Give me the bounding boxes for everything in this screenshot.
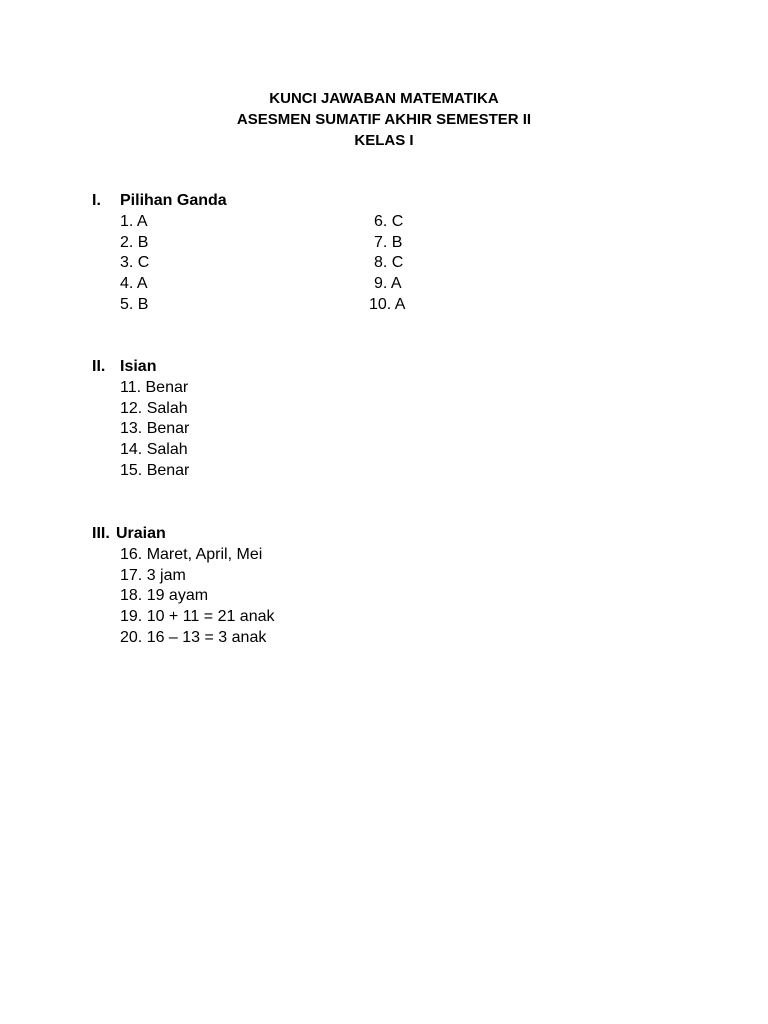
answer-item: 3. C: [120, 254, 150, 272]
title-line-1: KUNCI JAWABAN MATEMATIKA: [269, 90, 499, 107]
answer-item: 2. B: [120, 233, 149, 251]
answer-columns: [92, 212, 512, 316]
document-title: [0, 88, 768, 151]
section-numeral: III.: [92, 525, 110, 542]
answer-item: 19. 10 + 11 = 21 anak: [120, 608, 275, 626]
section-isian: [92, 357, 392, 482]
answer-item: 5. B: [120, 295, 149, 313]
section-title: Isian: [120, 358, 157, 375]
answer-item: 10. A: [369, 295, 406, 313]
answer-item: 16. Maret, April, Mei: [120, 545, 263, 563]
answer-column-right: [369, 212, 434, 316]
answer-item: 20. 16 – 13 = 3 anak: [120, 628, 267, 646]
answer-item: 12. Salah: [120, 399, 188, 417]
answer-item: 14. Salah: [120, 441, 188, 459]
title-line-2: ASESMEN SUMATIF AKHIR SEMESTER II: [236, 111, 532, 128]
answer-item: 13. Benar: [120, 420, 190, 438]
answer-item: 6. C: [374, 212, 404, 230]
section-heading: [92, 191, 512, 212]
answer-item: 11. Benar: [120, 378, 189, 396]
answer-item: 1. A: [120, 212, 148, 230]
answer-item: 7. B: [374, 233, 403, 251]
answer-item: 18. 19 ayam: [120, 587, 209, 605]
section-title: Pilihan Ganda: [120, 192, 227, 209]
section-title: Uraian: [116, 525, 166, 542]
answer-item: 17. 3 jam: [120, 566, 186, 584]
section-numeral: I.: [92, 192, 101, 209]
section-heading: [92, 524, 412, 545]
answer-item: 9. A: [374, 275, 402, 293]
answer-column-left: [120, 212, 149, 316]
answer-list: [92, 378, 392, 482]
answer-list: [92, 545, 412, 649]
answer-item: 4. A: [120, 275, 148, 293]
answer-item: 8. C: [374, 254, 404, 272]
section-uraian: [92, 524, 412, 649]
section-heading: [92, 357, 392, 378]
title-line-3: KELAS I: [354, 132, 414, 149]
answer-item: 15. Benar: [120, 461, 190, 479]
section-numeral: II.: [92, 358, 106, 375]
section-pilihan-ganda: [92, 191, 512, 316]
